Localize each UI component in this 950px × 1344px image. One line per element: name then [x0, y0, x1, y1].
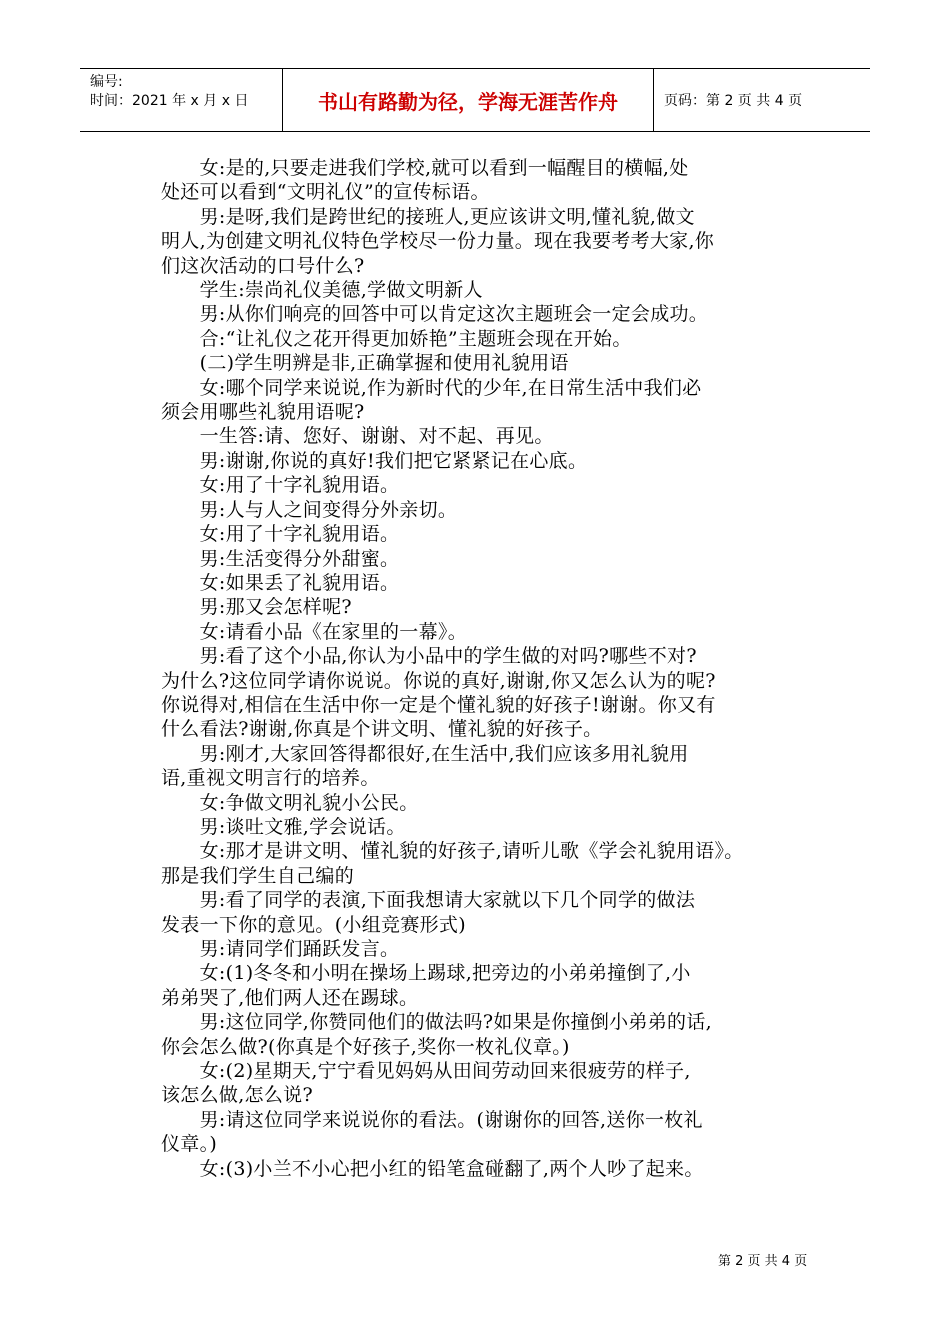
text-line: 男:看了这个小品,你认为小品中的学生做的对吗?哪些不对?	[161, 645, 697, 668]
text-line: 女:(2)星期天,宁宁看见妈妈从田间劳动回来很疲劳的样子,	[161, 1060, 691, 1083]
text-line: 处还可以看到“文明礼仪”的宣传标语。	[161, 181, 490, 204]
text-line: 男:是呀,我们是跨世纪的接班人,更应该讲文明,懂礼貌,做文	[161, 205, 695, 228]
text-line: 仪章。)	[161, 1133, 218, 1156]
text-line: 男:谢谢,你说的真好!我们把它紧紧记在心底。	[161, 449, 588, 472]
header-motto: 书山有路勤为径，学海无涯苦作舟	[318, 89, 618, 114]
text-line: 女:是的,只要走进我们学校,就可以看到一幅醒目的横幅,处	[161, 157, 689, 179]
text-line: 男:从你们响亮的回答中可以肯定这次主题班会一定会成功。	[161, 303, 709, 326]
text-line: 男:谈吐文雅,学会说话。	[161, 815, 406, 838]
date-label: 时间：2021 年 x 月 x 日	[90, 93, 249, 109]
text-line: 学生:崇尚礼仪美德,学做文明新人	[161, 279, 483, 302]
document-body	[161, 156, 821, 1181]
header-motto-cell	[282, 69, 654, 131]
text-line: 男:这位同学,你赞同他们的做法吗?如果是你撞倒小弟弟的话,	[161, 1011, 712, 1034]
text-line: 你会怎么做?(你真是个好孩子,奖你一枚礼仪章。)	[161, 1035, 570, 1058]
text-line: 女:用了十字礼貌用语。	[161, 523, 400, 546]
page-header	[80, 68, 870, 132]
text-line: 女:用了十字礼貌用语。	[161, 474, 400, 497]
text-line: 女:请看小品《在家里的一幕》。	[161, 620, 468, 643]
text-line: 男:请这位同学来说说你的看法。(谢谢你的回答,送你一枚礼	[161, 1108, 703, 1131]
text-line: 男:那又会怎样呢?	[161, 596, 352, 619]
text-line: 男:请同学们踊跃发言。	[161, 938, 400, 960]
text-line: 须会用哪些礼貌用语呢?	[161, 401, 365, 424]
text-line: 发表一下你的意见。(小组竞赛形式)	[161, 913, 466, 936]
header-page-indicator	[654, 69, 870, 131]
text-line: 合:“让礼仪之花开得更加娇艳”主题班会现在开始。	[161, 327, 632, 350]
text-line: 语,重视文明言行的培养。	[161, 767, 380, 790]
text-line: 什么看法?谢谢,你真是个讲文明、懂礼貌的好孩子。	[161, 718, 603, 741]
text-line: 你说得对,相信在生活中你一定是个懂礼貌的好孩子!谢谢。你又有	[161, 693, 716, 716]
page-footer	[718, 1250, 807, 1269]
text-line: 女:如果丢了礼貌用语。	[161, 571, 400, 594]
text-line: 那是我们学生自己编的	[161, 864, 355, 887]
text-line: 女:(1)冬冬和小明在操场上踢球,把旁边的小弟弟撞倒了,小	[161, 962, 691, 985]
text-line: 男:生活变得分外甜蜜。	[161, 547, 400, 570]
text-line: 男:人与人之间变得分外亲切。	[161, 498, 458, 521]
text-line: 男:看了同学的表演,下面我想请大家就以下几个同学的做法	[161, 889, 696, 912]
text-line: 该怎么做,怎么说?	[161, 1084, 313, 1107]
text-line: (二)学生明辨是非,正确掌握和使用礼貌用语	[161, 352, 569, 375]
text-line: 明人,为创建文明礼仪特色学校尽一份力量。现在我要考考大家,你	[161, 230, 715, 253]
text-line: 女:那才是讲文明、懂礼貌的好孩子,请听儿歌《学会礼貌用语》。	[161, 840, 744, 863]
text-line: 男:刚才,大家回答得都很好,在生活中,我们应该多用礼貌用	[161, 742, 689, 765]
header-page-label: 页码：第 2 页 共 4 页	[664, 93, 803, 109]
text-line: 女:(3)小兰不小心把小红的铅笔盒碰翻了,两个人吵了起来。	[161, 1157, 704, 1180]
text-line: 们这次活动的口号什么?	[161, 254, 365, 277]
text-line: 为什么?这位同学请你说说。你说的真好,谢谢,你又怎么认为的呢?	[161, 669, 716, 692]
text-line: 弟弟哭了,他们两人还在踢球。	[161, 986, 419, 1009]
footer-page-label: 第 2 页 共 4 页	[718, 1254, 808, 1269]
header-meta	[80, 69, 282, 131]
text-line: 女:争做文明礼貌小公民。	[161, 791, 419, 814]
document-number-label: 编号:	[90, 74, 123, 90]
text-line: 一生答:请、您好、谢谢、对不起、再见。	[161, 425, 554, 448]
text-line: 女:哪个同学来说说,作为新时代的少年,在日常生活中我们必	[161, 376, 702, 399]
